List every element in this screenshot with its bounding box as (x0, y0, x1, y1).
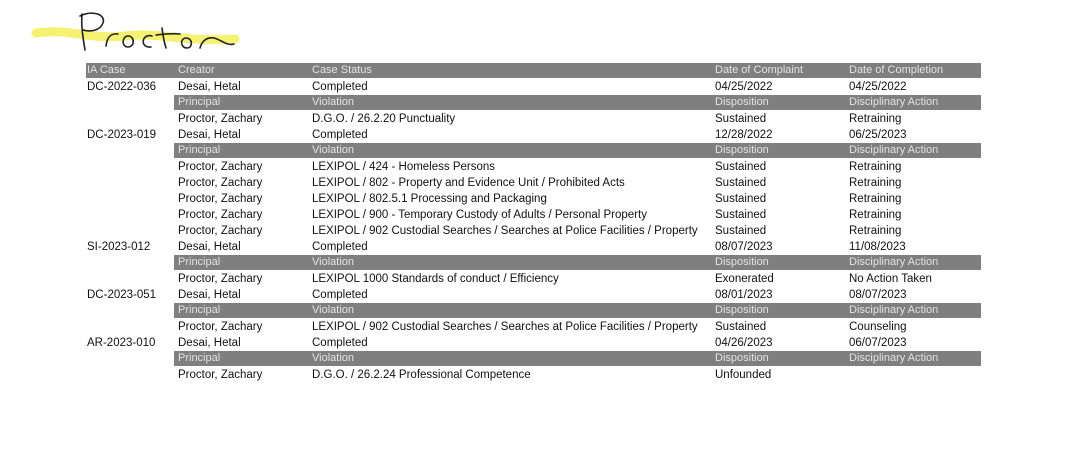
sub-header-row (0, 351, 1086, 367)
principal-name: Proctor, Zachary (178, 225, 263, 237)
violation-text: LEXIPOL / 424 - Homeless Persons (312, 161, 496, 173)
header-date-of-complaint: Date of Complaint (715, 64, 804, 76)
sub-header-disciplinary-action: Disciplinary Action (849, 352, 939, 364)
case-status: Completed (312, 81, 368, 93)
violation-text: D.G.O. / 26.2.24 Professional Competence (312, 369, 531, 381)
violation-text: LEXIPOL 1000 Standards of conduct / Efficiency (312, 273, 559, 285)
sub-header-principal: Principal (178, 352, 221, 364)
header-creator: Creator (178, 64, 215, 76)
case-creator: Desai, Hetal (178, 129, 241, 141)
table-header-row (0, 63, 1086, 79)
case-id: AR-2023-010 (87, 337, 156, 349)
case-creator: Desai, Hetal (178, 337, 241, 349)
sub-header-disciplinary-action: Disciplinary Action (849, 96, 939, 108)
sub-header-row (0, 95, 1086, 111)
date-of-complaint: 12/28/2022 (715, 129, 773, 141)
violation-row (0, 207, 1086, 223)
violation-row (0, 319, 1086, 335)
sub-header-disciplinary-action: Disciplinary Action (849, 256, 939, 268)
disciplinary-action-value: No Action Taken (849, 273, 932, 285)
violation-row (0, 175, 1086, 191)
violation-row (0, 159, 1086, 175)
violation-text: D.G.O. / 26.2.20 Punctuality (312, 113, 456, 125)
sub-header-principal: Principal (178, 304, 221, 316)
disposition-value: Sustained (715, 209, 767, 221)
sub-header-disposition: Disposition (715, 256, 769, 268)
violation-text: LEXIPOL / 902 Custodial Searches / Searches at Police Facilities / Property (312, 225, 698, 237)
principal-name: Proctor, Zachary (178, 369, 263, 381)
violation-text: LEXIPOL / 802.5.1 Processing and Packaging (312, 193, 547, 205)
date-of-complaint: 04/25/2022 (715, 81, 773, 93)
sub-header-disposition: Disposition (715, 144, 769, 156)
case-row (0, 335, 1086, 351)
principal-name: Proctor, Zachary (178, 193, 263, 205)
case-row (0, 287, 1086, 303)
sub-header-principal: Principal (178, 96, 221, 108)
sub-header-violation: Violation (312, 144, 354, 156)
header-date-of-completion: Date of Completion (849, 64, 944, 76)
violation-row (0, 111, 1086, 127)
case-row (0, 239, 1086, 255)
disciplinary-action-value: Retraining (849, 113, 902, 125)
disposition-value: Sustained (715, 161, 767, 173)
violation-row (0, 271, 1086, 287)
date-of-completion: 08/07/2023 (849, 289, 907, 301)
disposition-value: Unfounded (715, 369, 772, 381)
case-creator: Desai, Hetal (178, 289, 241, 301)
sub-header-violation: Violation (312, 352, 354, 364)
header-case-status: Case Status (312, 64, 372, 76)
violation-row (0, 367, 1086, 383)
disposition-value: Exonerated (715, 273, 774, 285)
case-row (0, 79, 1086, 95)
sub-header-disposition: Disposition (715, 352, 769, 364)
case-creator: Desai, Hetal (178, 81, 241, 93)
disciplinary-action-value: Retraining (849, 209, 902, 221)
sub-header-violation: Violation (312, 256, 354, 268)
disciplinary-action-value: Retraining (849, 161, 902, 173)
date-of-complaint: 04/26/2023 (715, 337, 773, 349)
sub-header-principal: Principal (178, 256, 221, 268)
violation-text: LEXIPOL / 902 Custodial Searches / Searches at Police Facilities / Property (312, 321, 698, 333)
case-id: DC-2023-019 (87, 129, 157, 141)
violation-text: LEXIPOL / 802 - Property and Evidence Unit / Prohibited Acts (312, 177, 625, 189)
sub-header-row (0, 255, 1086, 271)
case-id: SI-2023-012 (87, 241, 151, 253)
principal-name: Proctor, Zachary (178, 161, 263, 173)
principal-name: Proctor, Zachary (178, 209, 263, 221)
sub-header-disciplinary-action: Disciplinary Action (849, 144, 939, 156)
date-of-complaint: 08/07/2023 (715, 241, 773, 253)
date-of-completion: 11/08/2023 (849, 241, 906, 253)
disposition-value: Sustained (715, 177, 767, 189)
sub-header-violation: Violation (312, 96, 354, 108)
sub-header-row (0, 303, 1086, 319)
case-id: DC-2023-051 (87, 289, 157, 301)
principal-name: Proctor, Zachary (178, 321, 263, 333)
disposition-value: Sustained (715, 321, 767, 333)
case-id: DC-2022-036 (87, 81, 157, 93)
disciplinary-action-value: Counseling (849, 321, 907, 333)
disciplinary-action-value: Retraining (849, 193, 902, 205)
disciplinary-action-value: Retraining (849, 225, 902, 237)
case-row (0, 127, 1086, 143)
case-status: Completed (312, 337, 368, 349)
disposition-value: Sustained (715, 113, 767, 125)
principal-name: Proctor, Zachary (178, 177, 263, 189)
violation-row (0, 191, 1086, 207)
date-of-complaint: 08/01/2023 (715, 289, 773, 301)
violation-text: LEXIPOL / 900 - Temporary Custody of Adults / Personal Property (312, 209, 647, 221)
case-status: Completed (312, 129, 368, 141)
violation-row (0, 223, 1086, 239)
disciplinary-action-value: Retraining (849, 177, 902, 189)
sub-header-disposition: Disposition (715, 304, 769, 316)
sub-header-disciplinary-action: Disciplinary Action (849, 304, 939, 316)
disposition-value: Sustained (715, 193, 767, 205)
principal-name: Proctor, Zachary (178, 113, 263, 125)
header-ia-case: IA Case (87, 64, 126, 76)
principal-name: Proctor, Zachary (178, 273, 263, 285)
sub-header-row (0, 143, 1086, 159)
sub-header-violation: Violation (312, 304, 354, 316)
case-status: Completed (312, 289, 368, 301)
case-status: Completed (312, 241, 368, 253)
sub-header-principal: Principal (178, 144, 221, 156)
date-of-completion: 04/25/2022 (849, 81, 907, 93)
case-creator: Desai, Hetal (178, 241, 241, 253)
sub-header-disposition: Disposition (715, 96, 769, 108)
date-of-completion: 06/07/2023 (849, 337, 907, 349)
date-of-completion: 06/25/2023 (849, 129, 907, 141)
disposition-value: Sustained (715, 225, 767, 237)
